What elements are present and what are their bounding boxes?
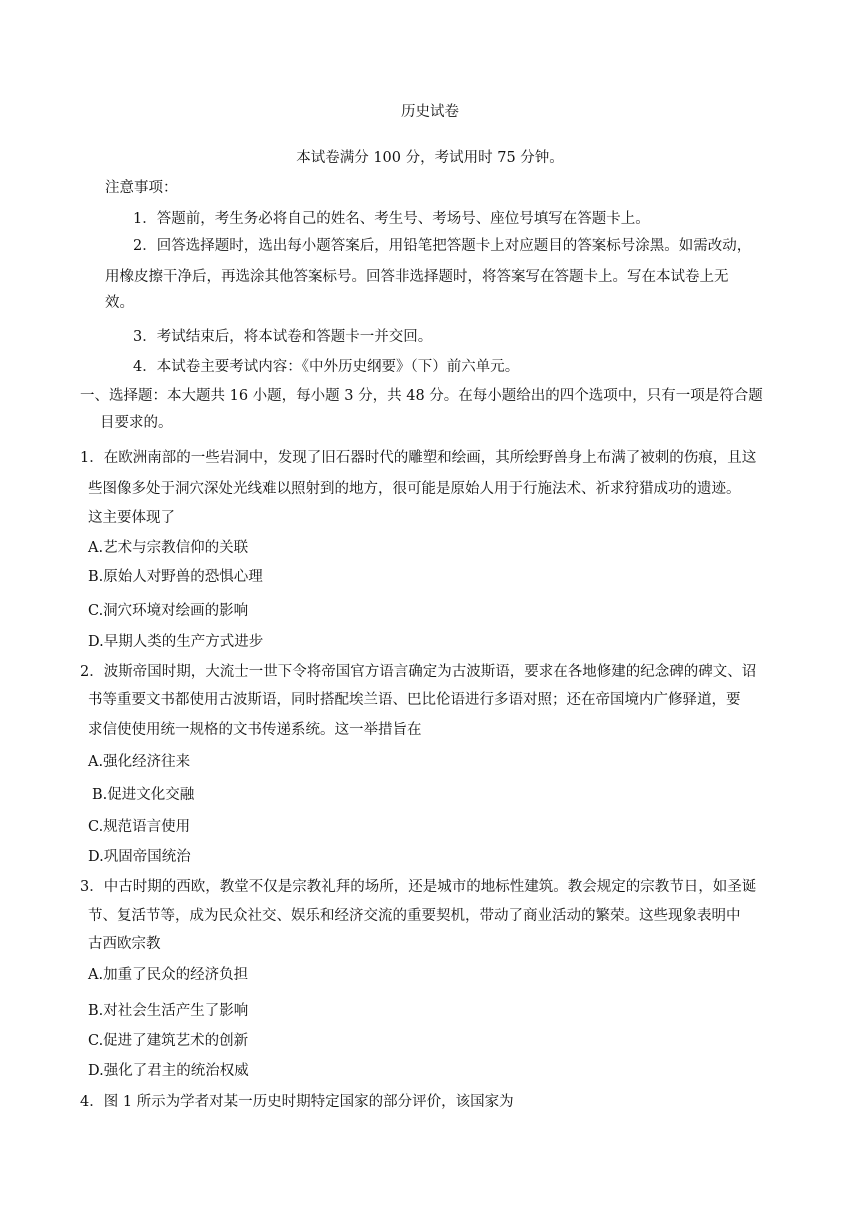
- question-1-option-b: B.原始人对野兽的恐惧心理: [88, 569, 263, 585]
- section-heading-line-2: 目要求的。: [100, 415, 173, 431]
- question-3-option-d: D.强化了君主的统治权威: [88, 1063, 249, 1079]
- question-2-option-a: A.强化经济往来: [88, 754, 191, 770]
- question-1-option-d: D.早期人类的生产方式进步: [88, 634, 264, 650]
- question-3-stem-line-3: 古西欧宗教: [88, 936, 161, 952]
- question-3-option-c: C.促进了建筑艺术的创新: [88, 1033, 249, 1049]
- question-3-stem-line-1: 3．中古时期的西欧，教堂不仅是宗教礼拜的场所，还是城市的地标性建筑。教会规定的宗教节日，如圣诞: [80, 879, 757, 895]
- question-1-stem-line-1: 1．在欧洲南部的一些岩洞中，发现了旧石器时代的雕塑和绘画，其所绘野兽身上布满了被刺的伤痕，且这: [80, 450, 757, 466]
- notice-heading: 注意事项：: [105, 180, 178, 196]
- question-4-stem-line-1: 4．图 1 所示为学者对某一历史时期特定国家的部分评价，该国家为: [80, 1094, 514, 1110]
- question-2-option-c: C.规范语言使用: [88, 819, 191, 835]
- question-3-option-a: A.加重了民众的经济负担: [88, 967, 249, 983]
- question-2-option-d: D.巩固帝国统治: [88, 849, 191, 865]
- question-2-stem-line-1: 2．波斯帝国时期，大流士一世下令将帝国官方语言确定为古波斯语，要求在各地修建的纪念碑的碑文、诏: [80, 664, 757, 680]
- exam-info: 本试卷满分 100 分，考试用时 75 分钟。: [296, 150, 564, 166]
- notice-item-4: 4．本试卷主要考试内容：《中外历史纲要》（下）前六单元。: [133, 359, 520, 375]
- question-1-option-a: A.艺术与宗教信仰的关联: [88, 540, 249, 556]
- question-2-stem-line-2: 书等重要文书都使用古波斯语，同时搭配埃兰语、巴比伦语进行多语对照；还在帝国境内广修驿道，要: [88, 692, 741, 708]
- question-1-stem-line-3: 这主要体现了: [88, 510, 175, 526]
- question-2-stem-line-3: 求信使使用统一规格的文书传递系统。这一举措旨在: [88, 722, 422, 738]
- question-1-stem-line-2: 些图像多处于洞穴深处光线难以照射到的地方，很可能是原始人用于行施法术、祈求狩猎成功的遗迹。: [88, 481, 741, 497]
- question-3-stem-line-2: 节、复活节等，成为民众社交、娱乐和经济交流的重要契机，带动了商业活动的繁荣。这些现象表明中: [88, 908, 741, 924]
- question-3-option-b: B.对社会生活产生了影响: [88, 1003, 249, 1019]
- question-1-option-c: C.洞穴环境对绘画的影响: [88, 603, 249, 619]
- notice-item-3: 3．考试结束后，将本试卷和答题卡一并交回。: [133, 329, 433, 345]
- section-heading-line-1: 一、选择题：本大题共 16 小题，每小题 3 分，共 48 分。在每小题给出的四个选项中，只有一项是符合题: [80, 388, 763, 404]
- question-2-option-b: B.促进文化交融: [92, 787, 195, 803]
- notice-item-1: 1．答题前，考生务必将自己的姓名、考生号、考场号、座位号填写在答题卡上。: [133, 211, 650, 227]
- page-title: 历史试卷: [401, 104, 459, 120]
- notice-item-2-line-1: 2．回答选择题时，选出每小题答案后，用铅笔把答题卡上对应题目的答案标号涂黑。如需改动，: [133, 238, 752, 254]
- notice-item-2-line-3: 效。: [105, 295, 134, 311]
- notice-item-2-line-2: 用橡皮擦干净后，再选涂其他答案标号。回答非选择题时，将答案写在答题卡上。写在本试卷上无: [105, 269, 729, 285]
